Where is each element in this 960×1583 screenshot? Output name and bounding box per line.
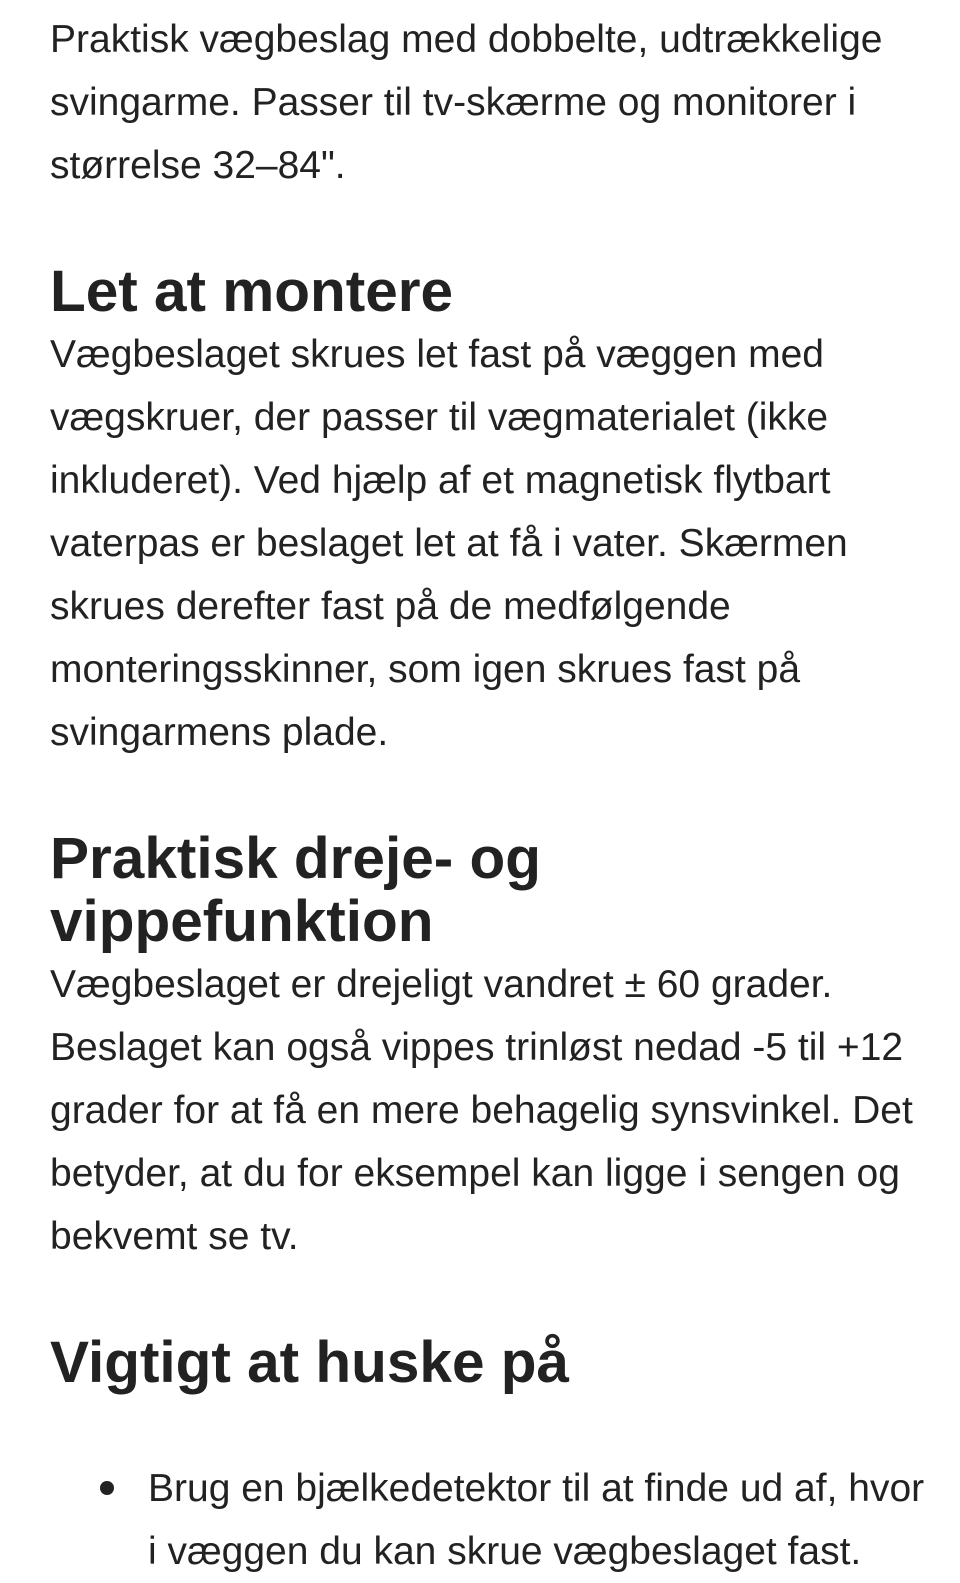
list-item-text: Brug en bjælkedetektor til at finde ud af, hvor i væggen du kan skrue vægbeslaget fast. — [148, 1467, 925, 1573]
product-description — [50, 8, 930, 1583]
intro-paragraph: Praktisk vægbeslag med dobbelte, udtrækkelige svingarme. Passer til tv-skærme og monitorer i størrelse 32–84". — [50, 18, 883, 187]
section-heading-mounting: Let at montere — [50, 259, 454, 324]
important-list — [50, 1457, 930, 1583]
list-item — [50, 1457, 930, 1583]
spacer — [50, 1394, 930, 1457]
section-heading-swivel-tilt: Praktisk dreje- og vippefunktion — [50, 826, 541, 954]
spacer — [50, 764, 930, 827]
section-body-swivel-tilt: Vægbeslaget er drejeligt vandret ± 60 grader. Beslaget kan også vippes trinløst nedad -5 til +12 grader for at få en mere behagelig synsvinkel. Det betyder, at du for eksempel kan ligge i sengen og bekvemt se tv. — [50, 963, 913, 1258]
section-body-mounting: Vægbeslaget skrues let fast på væggen med vægskruer, der passer til vægmaterialet (ikke inkluderet). Ved hjælp af et magnetisk flytbart vaterpas er beslaget let at få i vater. Skærmen skrues derefter fast på de medfølgende monteringsskinner, som igen skrues fast på svingarmens plade. — [50, 333, 848, 754]
bullet-icon — [100, 1481, 114, 1495]
spacer — [50, 197, 930, 260]
section-heading-important: Vigtigt at huske på — [50, 1330, 570, 1395]
spacer — [50, 1268, 930, 1331]
